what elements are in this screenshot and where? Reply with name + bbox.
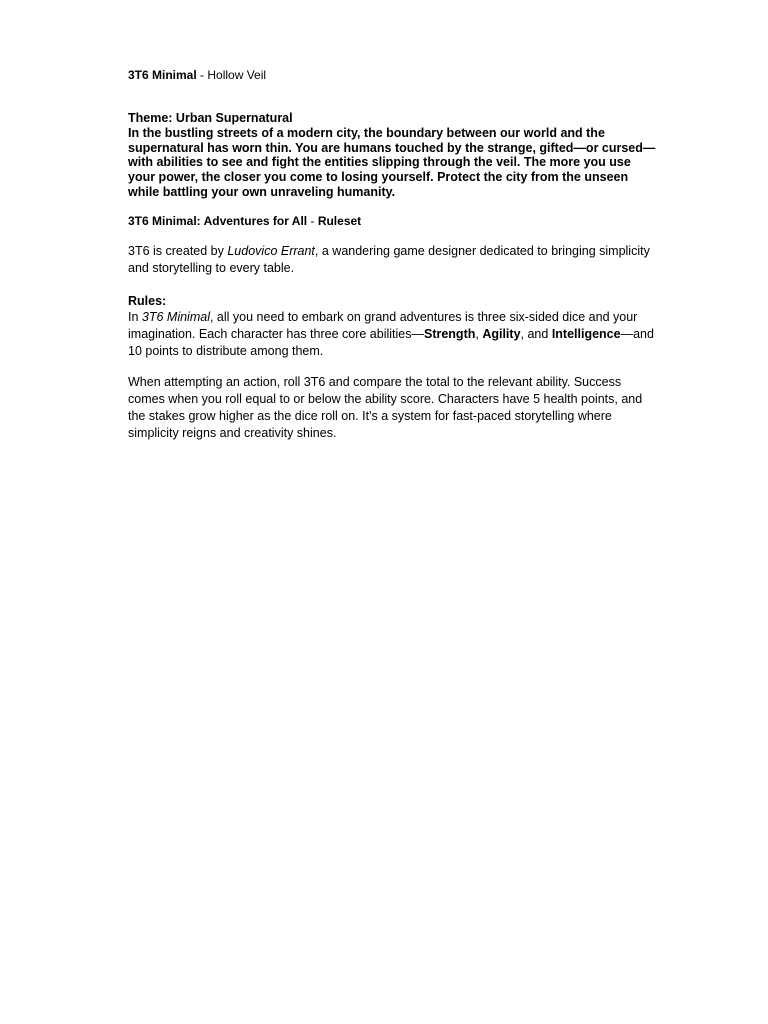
theme-section: [128, 111, 658, 200]
ruleset-heading-main: 3T6 Minimal: Adventures for All: [128, 213, 308, 228]
credit-author: Ludovico Errant: [227, 243, 315, 258]
ability-separator-2: , and: [520, 327, 552, 342]
title-main: 3T6 Minimal: [128, 68, 197, 82]
credit-suffix: , a wandering game designer dedicated to bringing simplicity and storytelling to every table.: [128, 243, 650, 275]
credit-paragraph: [128, 243, 658, 277]
rules-game-name: 3T6 Minimal: [141, 310, 210, 325]
theme-heading: Theme: Urban Supernatural: [128, 111, 293, 125]
rules-label: Rules:: [128, 293, 167, 308]
ruleset-heading: [128, 213, 658, 229]
document-page: [128, 67, 658, 442]
theme-body: In the bustling streets of a modern city, the boundary between our world and the supernatural has worn thin. You are humans touched by the strange, gifted—or cursed—with abilities to see and fight the entities slipping through the veil. The more you use your power, the closer you come to losing yourself. Protect the city from the unseen while battling your own unraveling humanity.: [128, 125, 656, 199]
document-title: [128, 67, 658, 83]
title-separator: -: [196, 68, 208, 82]
ruleset-heading-separator: -: [307, 213, 318, 228]
credit-prefix: 3T6 is created by: [128, 243, 228, 258]
ability-agility: Agility: [482, 327, 521, 342]
ability-intelligence: Intelligence: [551, 327, 621, 342]
action-paragraph: When attempting an action, roll 3T6 and compare the total to the relevant ability. Success comes when you roll equal to or below the ability score. Characters have 5 health points, and the stakes grow higher as the dice roll on. It's a system for fast-paced storytelling where simplicity reigns and creativity shines.: [128, 375, 643, 441]
title-sub: Hollow Veil: [207, 68, 267, 82]
rules-intro-middle: , all you need to embark on grand adventures is three six-sided dice and your imagination. Each character has three core abilities—: [128, 310, 638, 342]
rules-intro-suffix: —and 10 points to distribute among them.: [128, 327, 654, 359]
rules-intro-prefix: In: [128, 310, 142, 325]
ability-separator-1: ,: [475, 327, 483, 342]
rules-intro: [128, 309, 658, 360]
ruleset-heading-sub: Ruleset: [317, 213, 362, 228]
ability-strength: Strength: [423, 327, 476, 342]
